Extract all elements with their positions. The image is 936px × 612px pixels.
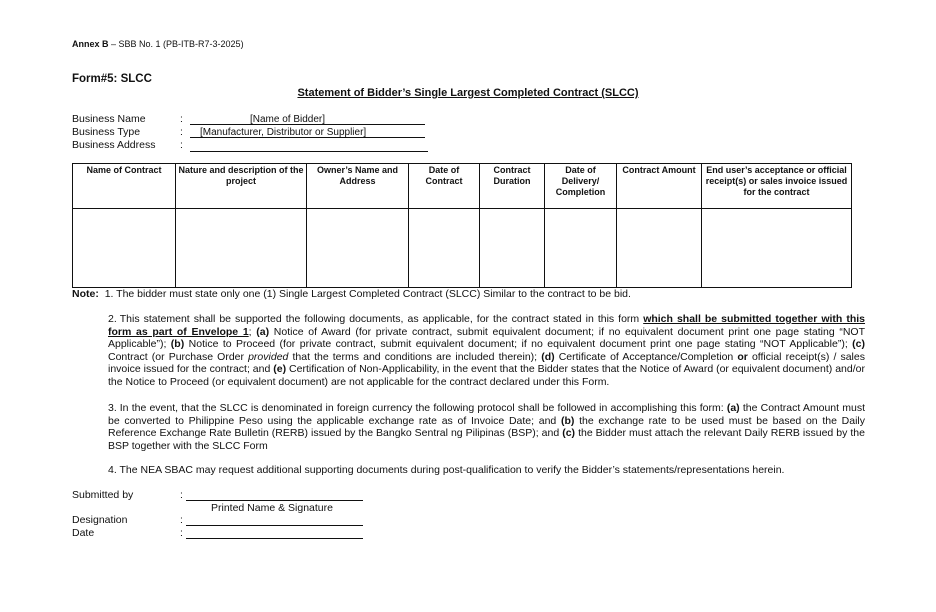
designation-label: Designation	[72, 514, 128, 526]
column-header: Name of Contract	[73, 164, 176, 209]
business-type-colon: :	[180, 126, 183, 138]
note-3-text: the exchange rate to be used must be based on the Daily Reference Exchange Rate Bulletin (RERB) issued by the Bangko Sentral ng Pilipinas (BSP); and	[108, 414, 865, 440]
table-cell[interactable]	[176, 209, 307, 288]
note-2-text: Notice to Proceed (for private contract, submit equivalent document; if no equivalent document print one page stating “NOT Applicable”);	[184, 338, 853, 351]
note-2-text: ;	[248, 325, 257, 338]
table-row	[73, 209, 852, 288]
annex-code: – SBB No. 1 (PB-ITB-R7-3-2025)	[108, 39, 244, 49]
annex-reference	[72, 39, 244, 49]
business-type-label: Business Type	[72, 126, 141, 138]
note-2-text: Contract (or Purchase Order	[108, 350, 249, 363]
note-2	[108, 313, 865, 389]
form-title: Statement of Bidder’s Single Largest Completed Contract (SLCC)	[297, 87, 639, 99]
date-colon: :	[180, 527, 183, 539]
note-3-item-c: (c)	[562, 427, 576, 440]
note-2-text: This statement shall be supported the following documents, as applicable, for the contract stated in this form	[119, 313, 644, 325]
note-2-item-a: (a)	[256, 325, 270, 338]
designation-field[interactable]	[186, 525, 363, 526]
table-cell[interactable]	[73, 209, 176, 288]
designation-colon: :	[180, 514, 183, 526]
table-header-row	[73, 164, 852, 209]
note-2-emphasis: which shall be submitted together with this form as part of Envelope 1	[108, 313, 866, 338]
note-3	[108, 402, 865, 452]
table-cell[interactable]	[702, 209, 852, 288]
table-cell[interactable]	[480, 209, 545, 288]
note-2-item-b: (b)	[170, 338, 185, 351]
annex-label: Annex B	[72, 39, 109, 49]
note-3-item-a: (a)	[726, 402, 740, 414]
note-4: 4. The NEA SBAC may request additional supporting documents during post-qualification to verify the Bidder’s statements/representations herein.	[108, 464, 785, 476]
table-cell[interactable]	[409, 209, 480, 288]
note-2-item-e: (e)	[273, 363, 287, 376]
note-2-text: Notice of Award (for private contract, submit equivalent document; if no equivalent document print one page stating “NOT Applicable”);	[108, 325, 865, 351]
date-label: Date	[72, 527, 95, 539]
column-header: Nature and description of the project	[176, 164, 307, 209]
submitted-by-row	[72, 489, 372, 503]
table-cell[interactable]	[307, 209, 409, 288]
business-address-field[interactable]	[190, 139, 428, 152]
business-address-row	[72, 139, 432, 152]
slcc-table	[72, 163, 852, 288]
column-header: End user’s acceptance or official receipt(s) or sales invoice issued for the contract	[702, 164, 852, 209]
column-header: Date of Delivery/ Completion	[545, 164, 617, 209]
note-2-number: 2.	[108, 313, 117, 325]
note-3-text: the Bidder must attach the relevant Daily RERB issued by the BSP together with the SLCC Form	[108, 427, 865, 452]
business-type-field[interactable]: [Manufacturer, Distributor or Supplier]	[190, 126, 425, 138]
note-2-text: official receipt(s) / sales invoice issued for the contract; and	[108, 350, 865, 376]
column-header: Owner’s Name and Address	[307, 164, 409, 209]
table-cell[interactable]	[617, 209, 702, 288]
note-3-text: the Contract Amount must be converted to Philippine Peso using the applicable exchange rate as of Invoice Date; and	[108, 402, 865, 427]
note-2-text: that the terms and conditions are included therein);	[288, 350, 542, 363]
note-2-text: Certificate of Acceptance/Completion	[554, 350, 738, 363]
business-address-colon: :	[180, 139, 183, 151]
note-2-item-c: (c)	[852, 338, 866, 351]
business-name-colon: :	[180, 113, 183, 125]
designation-row	[72, 514, 372, 528]
submitted-by-colon: :	[180, 489, 183, 501]
business-type-row	[72, 126, 432, 139]
submitted-by-field[interactable]	[186, 500, 363, 501]
note-2-item-d: (d)	[541, 350, 555, 363]
date-field[interactable]	[186, 538, 363, 539]
column-header: Date of Contract	[409, 164, 480, 209]
note-3-number: 3.	[108, 402, 117, 414]
note-1	[72, 288, 872, 300]
note-2-or: or	[737, 350, 748, 363]
printed-name-caption: Printed Name & Signature	[211, 502, 333, 514]
note-2-text: Certification of Non-Applicability, in the event that the Bidder states that the Notice of Award (or equivalent document) and/or the Notice to Proceed (or equivalent document) are not applicable for the contract declared under this Form.	[108, 363, 865, 388]
note-1-text: 1. The bidder must state only one (1) Single Largest Completed Contract (SLCC) Similar to the contract to be bid.	[104, 288, 631, 300]
business-address-label: Business Address	[72, 139, 156, 151]
table-cell[interactable]	[545, 209, 617, 288]
column-header: Contract Duration	[480, 164, 545, 209]
business-name-row	[72, 113, 432, 126]
date-row	[72, 527, 372, 541]
form-number: Form#5: SLCC	[72, 73, 152, 85]
submitted-by-label: Submitted by	[72, 489, 134, 501]
business-name-field[interactable]: [Name of Bidder]	[190, 113, 425, 125]
column-header: Contract Amount	[617, 164, 702, 209]
business-name-label: Business Name	[72, 113, 146, 125]
note-3-item-b: (b)	[560, 414, 575, 427]
note-label: Note:	[72, 288, 99, 300]
note-3-text: In the event, that the SLCC is denominated in foreign currency the following protocol shall be followed in accomplishing this form:	[119, 402, 727, 414]
note-2-italic: provided	[248, 350, 289, 363]
